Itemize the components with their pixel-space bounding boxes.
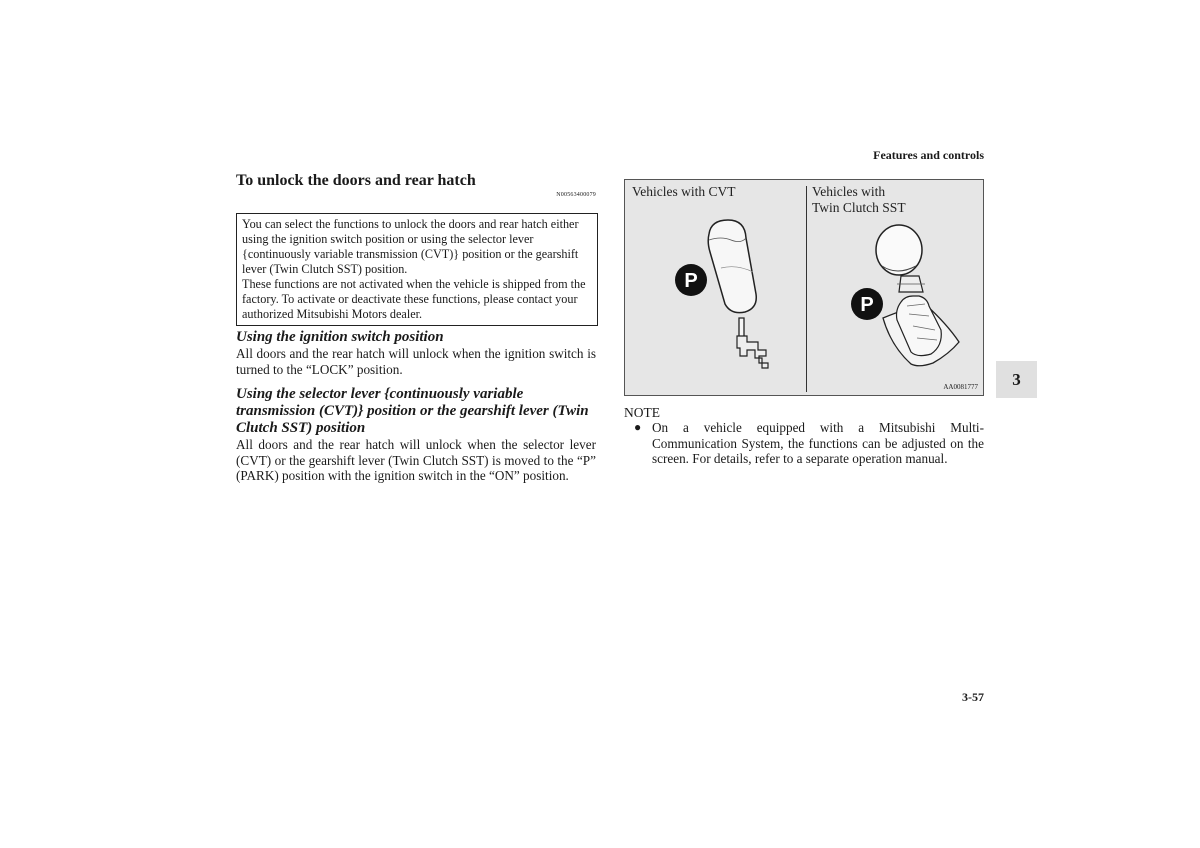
svg-text:P: P [860,294,874,316]
chapter-tab: 3 [996,361,1037,398]
boxed-note-paragraph-1: You can select the functions to unlock the doors and rear hatch either using the ignition switch position or using the selector lever {continuously variable transmission (CVT)} position or the gearshift lever (Twin Clutch SST) position. [242,217,579,276]
park-p-icon-right [851,288,883,320]
section1-heading: Using the ignition switch position [236,329,444,345]
section2-body: All doors and the rear hatch will unlock when the selector lever (CVT) or the gearshift lever (Twin Clutch SST) is moved to the “P” (PARK) position with the ignition switch in the “ON” position. [236,437,596,484]
park-p-icon-left [675,264,707,296]
label-cvt: Vehicles with CVT [632,184,736,199]
cvt-lever-icon [708,220,768,368]
page-number: 3-57 [962,690,984,704]
section-header: Features and controls [873,148,984,162]
note-text: On a vehicle equipped with a Mitsubishi Multi-Communication System, the functions can be adjusted on the screen. For details, refer to a separate operation manual. [652,420,984,467]
title-code: N00563400079 [556,192,596,198]
figure-code: AA0081777 [943,383,978,391]
label-twin-clutch-line2: Twin Clutch SST [812,199,906,215]
page-title: To unlock the doors and rear hatch [236,172,476,189]
note-title: NOTE [624,405,660,420]
section1-body: All doors and the rear hatch will unlock when the ignition switch is turned to the “LOCK” position. [236,346,596,377]
bullet-icon: ● [634,420,642,434]
section2-heading: Using the selector lever {continuously variable transmission (CVT)} position or the gearshift lever (Twin Clutch SST) position [236,386,589,436]
shift-lever-illustration [625,180,985,397]
boxed-note-paragraph-2: These functions are not activated when the vehicle is shipped from the factory. To activate or deactivate these functions, please contact your authorized Mitsubishi Motors dealer. [242,277,586,321]
shift-lever-figure [624,179,984,396]
figure-divider [806,186,807,392]
label-twin-clutch-line1: Vehicles with [812,184,886,199]
sst-lever-icon [876,225,959,366]
svg-text:P: P [684,270,698,292]
note-item [624,420,984,467]
label-twin-clutch [812,184,906,215]
boxed-note [236,213,598,326]
